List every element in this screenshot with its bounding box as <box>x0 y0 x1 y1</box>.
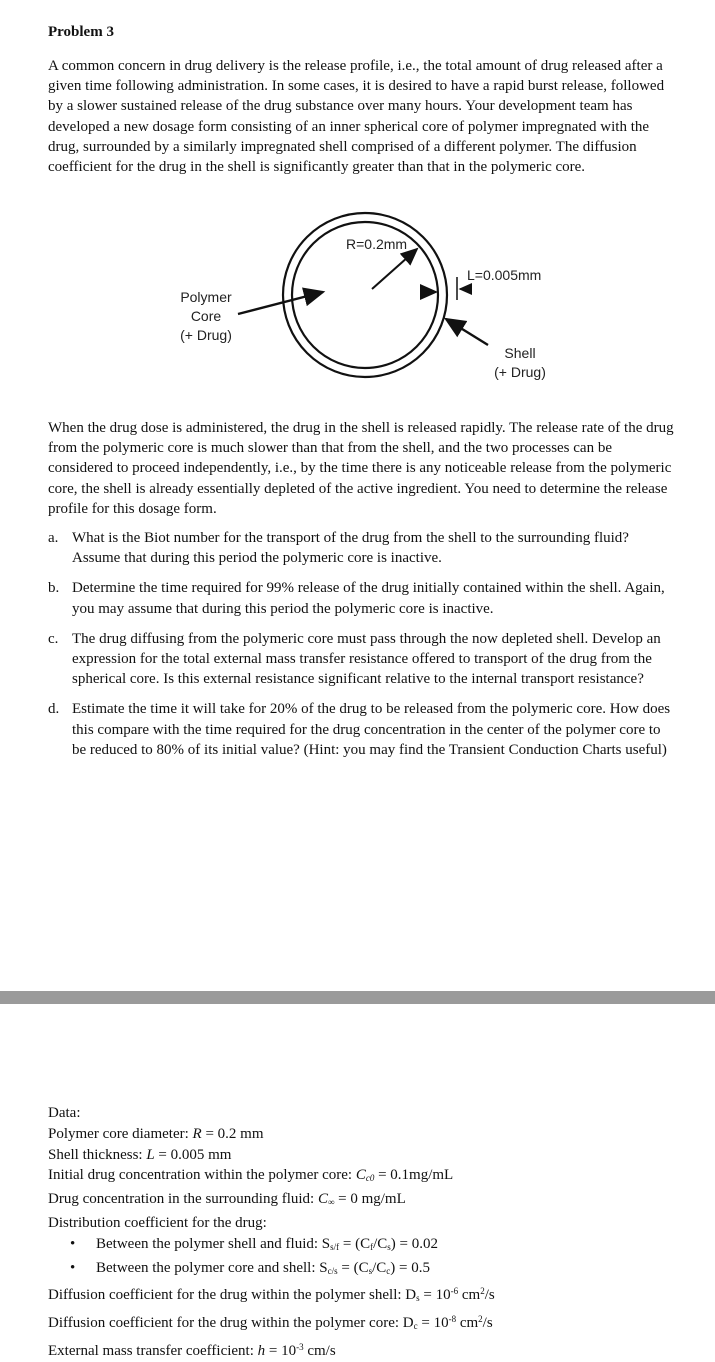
data-unit: /s <box>484 1287 495 1304</box>
data-subscript: c/s <box>327 1265 338 1276</box>
question-b <box>48 578 678 618</box>
question-text: Determine the time required for 99% release of the drug initially contained within the shell. Again, you may assume that during this period the polymeric core is inactive. <box>72 580 665 617</box>
data-label: Between the polymer shell and fluid: S <box>96 1235 331 1252</box>
data-equation: /C <box>373 1235 388 1252</box>
problem-title: Problem 3 <box>48 24 114 40</box>
data-superscript: 2 <box>480 1286 485 1297</box>
question-c <box>48 629 678 690</box>
data-subscript: ∞ <box>327 1197 335 1208</box>
shell-label <box>485 344 555 382</box>
core-label-line: Core <box>190 308 222 324</box>
data-label: Shell thickness: <box>48 1146 147 1163</box>
data-distribution-heading: Distribution coefficient for the drug: <box>48 1214 267 1231</box>
data-value: = 0.005 mm <box>154 1146 232 1163</box>
data-superscript: -3 <box>296 1341 304 1352</box>
data-superscript: -6 <box>450 1286 459 1297</box>
data-superscript: -8 <box>448 1314 457 1325</box>
dosage-form-diagram <box>160 205 580 390</box>
page-divider <box>0 991 715 1004</box>
data-subscript: c <box>413 1321 418 1332</box>
data-distribution-shell-fluid <box>48 1234 688 1258</box>
data-value: cm <box>456 1315 479 1332</box>
intro-paragraph: A common concern in drug delivery is the release profile, i.e., the total amount of drug released after a given time following administration. In some cases, it is desired to have a rapid burst release, followed by a slower sustained release of the drug substance over many hours. Your development team has developed a new dosage form consisting of an inner spherical core of polymer impregnated with the drug, surrounded by a similarly impregnated shell comprised of a different polymer. The diffusion coefficient for the drug in the shell is significantly greater than that in the polymeric core. <box>48 58 665 176</box>
data-superscript: 2 <box>478 1314 483 1325</box>
data-diffusion-shell <box>48 1281 688 1309</box>
question-text: The drug diffusing from the polymeric core must pass through the now depleted shell. Develop an expression for the total external mass transfer resistance offered to transport of the drug from the spherical core. Is this external resistance significant relative to the internal transport resistance? <box>72 630 661 688</box>
data-value: = 0 mg/mL <box>334 1191 406 1208</box>
data-initial-concentration <box>48 1165 688 1189</box>
question-letter: c. <box>48 630 59 647</box>
radius-label: R=0.2mm <box>346 236 408 252</box>
release-description: When the drug dose is administered, the drug in the shell is released rapidly. The release rate of the drug from the polymeric core is much slower than that from the shell, and the two processes can be considered to proceed independently, i.e., by the time there is any noticeable release from the polymeric core, the shell is already essentially depleted of the active ingredient. You need to determine the release profile for this dosage form. <box>48 420 674 517</box>
data-label: Initial drug concentration within the polymer core: <box>48 1167 356 1184</box>
data-label: External mass transfer coefficient: <box>48 1342 258 1359</box>
thickness-label: L=0.005mm <box>467 267 542 283</box>
data-unit: /s <box>482 1315 493 1332</box>
question-d <box>48 699 678 760</box>
data-symbol: L <box>146 1146 155 1163</box>
data-core-diameter <box>48 1124 688 1145</box>
data-mass-transfer-coefficient <box>48 1337 688 1362</box>
data-equation: = 10 <box>419 1287 451 1304</box>
data-label: Diffusion coefficient for the drug within the polymer core: D <box>48 1315 414 1332</box>
data-value: ) = 0.02 <box>390 1235 439 1252</box>
radius-arrow <box>372 249 417 289</box>
shell-label-line: Shell <box>504 345 536 361</box>
question-letter: d. <box>48 701 60 718</box>
question-letter: b. <box>48 580 60 597</box>
data-value: ) = 0.5 <box>390 1259 430 1276</box>
data-value: cm/s <box>303 1342 336 1359</box>
core-label <box>166 288 246 345</box>
data-label: Diffusion coefficient for the drug within the polymer shell: D <box>48 1287 417 1304</box>
question-text: What is the Biot number for the transport of the drug from the shell to the surrounding fluid? Assume that during this period the polymeric core is inactive. <box>72 530 629 567</box>
data-symbol: R <box>192 1125 202 1142</box>
data-fluid-concentration <box>48 1189 688 1213</box>
data-value: = 0.1mg/mL <box>374 1167 454 1184</box>
data-diffusion-core <box>48 1309 688 1337</box>
data-subscript: s <box>387 1241 391 1252</box>
data-section <box>48 1103 688 1362</box>
question-a <box>48 528 678 568</box>
data-subscript: s <box>416 1293 420 1304</box>
data-subscript: s <box>368 1265 373 1276</box>
data-value: = 0.2 mm <box>201 1125 264 1142</box>
data-label: Polymer core diameter: <box>48 1125 193 1142</box>
data-equation: = 10 <box>417 1315 449 1332</box>
data-shell-thickness <box>48 1145 688 1166</box>
core-label-line: (+ Drug) <box>180 327 232 343</box>
data-distribution-core-shell <box>48 1258 688 1282</box>
data-subscript: c0 <box>365 1173 375 1184</box>
data-subscript: f <box>370 1241 374 1252</box>
core-pointer-arrow <box>238 292 323 314</box>
data-label: Between the polymer core and shell: S <box>96 1259 328 1276</box>
data-equation: = 10 <box>265 1342 297 1359</box>
data-subscript: s/f <box>330 1241 340 1252</box>
data-symbol: h <box>257 1342 266 1359</box>
data-equation: = (C <box>339 1235 371 1252</box>
data-subscript: c <box>386 1265 391 1276</box>
question-letter: a. <box>48 530 59 546</box>
data-symbol: C <box>355 1167 366 1184</box>
question-text: Estimate the time it will take for 20% of the drug to be released from the polymeric core. How does this compare with the time required for the drug concentration in the center of the polymer core to be reduced to 80% of its initial value? (Hint: you may find the Transient Conduction Charts useful) <box>72 701 671 758</box>
data-heading: Data: <box>48 1105 81 1121</box>
data-value: cm <box>458 1287 481 1304</box>
shell-pointer-arrow <box>446 319 488 345</box>
data-equation: = (C <box>337 1259 369 1276</box>
data-equation: /C <box>372 1259 387 1276</box>
core-label-line: Polymer <box>180 289 232 305</box>
question-list <box>48 528 678 770</box>
shell-label-line: (+ Drug) <box>494 364 546 380</box>
data-label: Drug concentration in the surrounding fluid: <box>48 1191 318 1208</box>
data-symbol: C <box>317 1191 328 1208</box>
